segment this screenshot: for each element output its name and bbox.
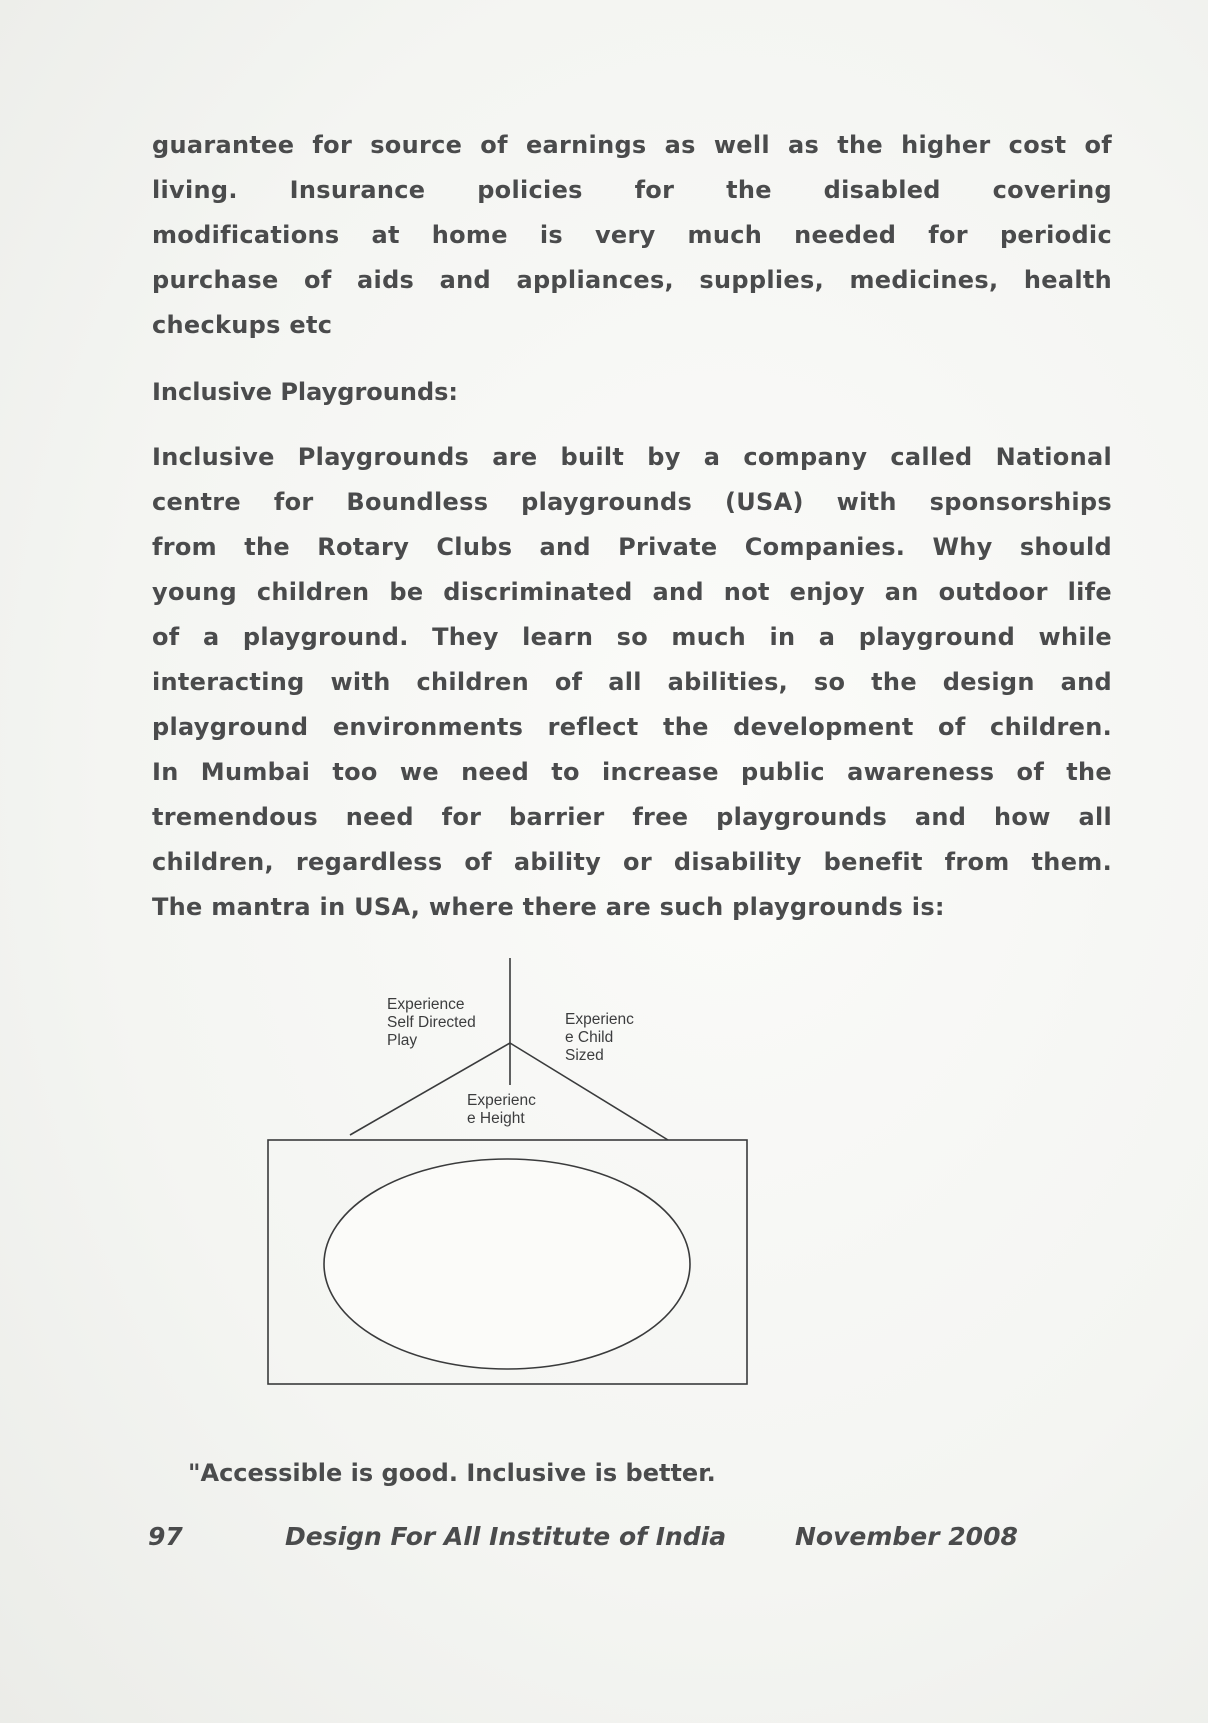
label-line: Experience [387,996,465,1013]
body-line: modifications at home is very much needed for periodic [152,221,1112,249]
diagram-ellipse [324,1159,690,1369]
body-line: purchase of aids and appliances, supplies, medicines, health [152,266,1112,294]
body-line: children, regardless of ability or disability benefit from them. [152,848,1112,876]
label-line: e Child [565,1029,614,1046]
mantra-quote: "Accessible is good. Inclusive is better. [188,1459,716,1487]
diagram-label-height [467,1092,536,1128]
diagram-label-self-directed-play [387,996,476,1050]
body-line: Inclusive Playgrounds are built by a company called National [152,443,1112,471]
body-line: guarantee for source of earnings as well as the higher cost of [152,131,1112,159]
body-line: The mantra in USA, where there are such playgrounds is: [152,893,945,921]
footer-date: November 2008 [795,1522,1018,1551]
label-line: Self Directed [387,1014,476,1031]
label-line: Play [387,1032,418,1049]
label-line: Sized [565,1047,604,1064]
section-heading: Inclusive Playgrounds: [152,378,458,406]
body-line: checkups etc [152,311,333,339]
body-line: from the Rotary Clubs and Private Companies. Why should [152,533,1112,561]
body-line: of a playground. They learn so much in a playground while [152,623,1112,651]
body-line: living. Insurance policies for the disabled covering [152,176,1112,204]
footer-publication: Design For All Institute of India [285,1522,727,1551]
body-line: interacting with children of all abilities, so the design and [152,668,1112,696]
label-line: e Height [467,1110,525,1127]
body-line: centre for Boundless playgrounds (USA) with sponsorships [152,488,1112,516]
body-line: playground environments reflect the development of children. [152,713,1112,741]
page-number: 97 [148,1522,183,1551]
label-line: Experienc [565,1011,634,1028]
diagram-label-child-sized [565,1011,634,1065]
body-line: young children be discriminated and not enjoy an outdoor life [152,578,1112,606]
body-line: tremendous need for barrier free playgrounds and how all [152,803,1112,831]
body-line: In Mumbai too we need to increase public awareness of the [152,758,1112,786]
label-line: Experienc [467,1092,536,1109]
